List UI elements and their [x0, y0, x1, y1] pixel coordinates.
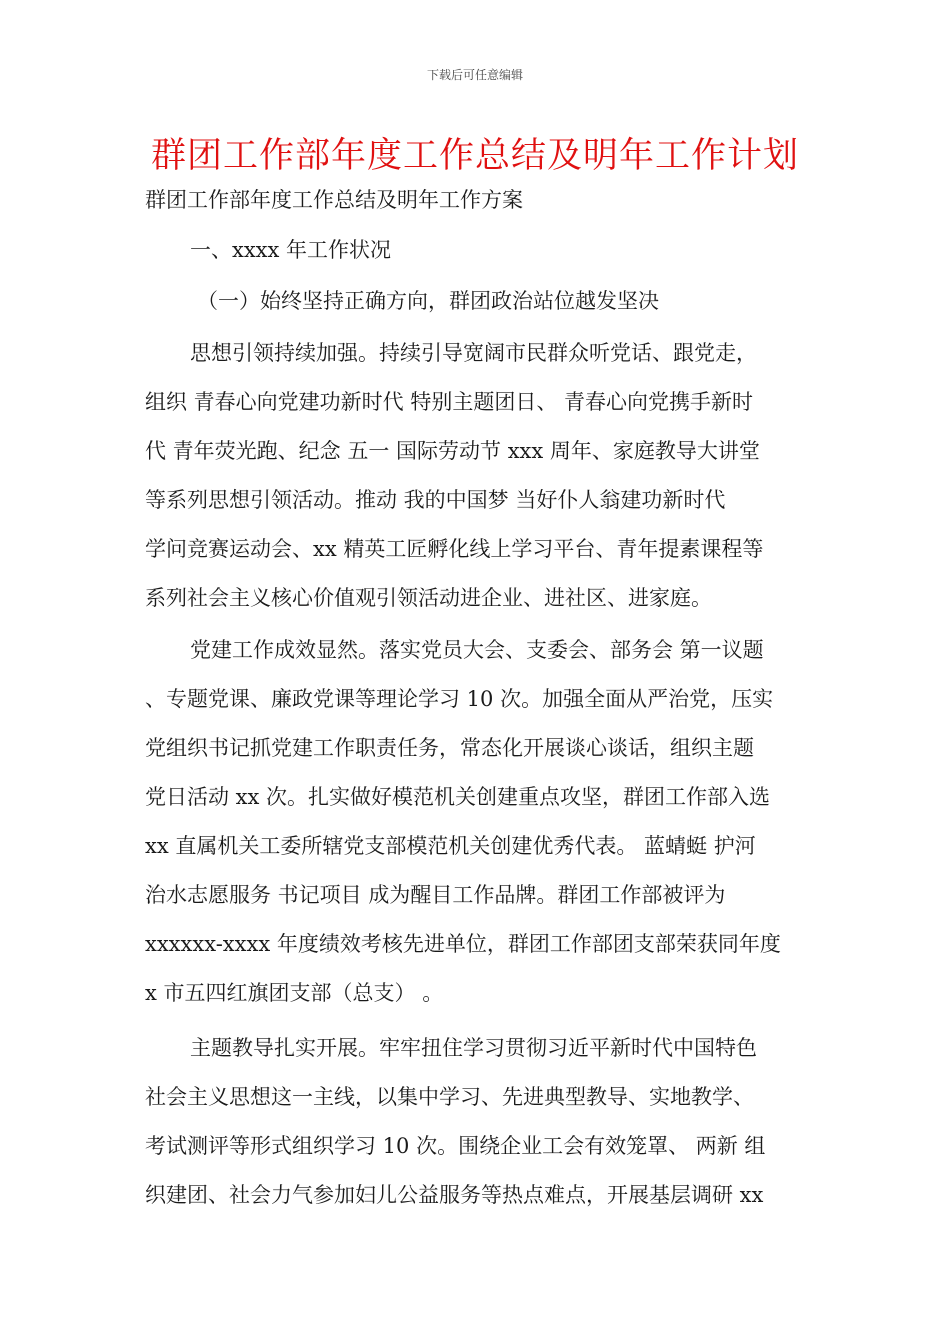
paragraph-line: 考试测评等形式组织学习 10 次。围绕企业工会有效笼罩、 两新 组: [145, 1134, 766, 1158]
paragraph-line: 学问竞赛运动会、xx 精英工匠孵化线上学习平台、青年提素课程等: [145, 537, 764, 561]
section-heading: 一、xxxx 年工作状况: [190, 238, 392, 262]
subsection-heading: （一）始终坚持正确方向，群团政治站位越发坚决: [197, 289, 659, 313]
paragraph-line: 、专题党课、廉政党课等理论学习 10 次。加强全面从严治党，压实: [145, 687, 774, 711]
paragraph-line: 党建工作成效显然。落实党员大会、支委会、部务会 第一议题: [190, 638, 764, 662]
paragraph-line: 等系列思想引领活动。推动 我的中国梦 当好仆人翁建功新时代: [145, 488, 726, 512]
paragraph-line: 代 青年荧光跑、纪念 五一 国际劳动节 xxx 周年、家庭教导大讲堂: [145, 439, 760, 463]
paragraph-line: 社会主义思想这一主线，以集中学习、先进典型教导、实地教学、: [145, 1085, 754, 1109]
paragraph-line: xx 直属机关工委所辖党支部模范机关创建优秀代表。 蓝蜻蜓 护河: [145, 834, 756, 858]
paragraph-line: 治水志愿服务 书记项目 成为醒目工作品牌。群团工作部被评为: [145, 883, 726, 907]
document-subtitle: 群团工作部年度工作总结及明年工作方案: [145, 188, 523, 212]
paragraph-line: 主题教导扎实开展。牢牢扭住学习贯彻习近平新时代中国特色: [190, 1036, 757, 1060]
header-note: 下载后可任意编辑: [426, 68, 523, 82]
paragraph-line: x 市五四红旗团支部（总支） 。: [145, 981, 444, 1005]
paragraph-line: 系列社会主义核心价值观引领活动进企业、进社区、进家庭。: [145, 586, 712, 610]
paragraph-line: 党组织书记抓党建工作职责任务，常态化开展谈心谈话，组织主题: [145, 736, 754, 760]
document-title: 群团工作部年度工作总结及明年工作计划: [150, 136, 799, 176]
paragraph-line: 党日活动 xx 次。扎实做好模范机关创建重点攻坚，群团工作部入选: [145, 785, 771, 809]
paragraph-line: 思想引领持续加强。持续引导宽阔市民群众听党话、跟党走，: [190, 341, 757, 365]
paragraph-line: xxxxxx-xxxx 年度绩效考核先进单位，群团工作部团支部荣获同年度: [145, 932, 781, 956]
paragraph-line: 织建团、社会力气参加妇儿公益服务等热点难点，开展基层调研 xx: [145, 1183, 764, 1207]
paragraph-line: 组织 青春心向党建功新时代 特别主题团日、 青春心向党携手新时: [145, 390, 754, 414]
